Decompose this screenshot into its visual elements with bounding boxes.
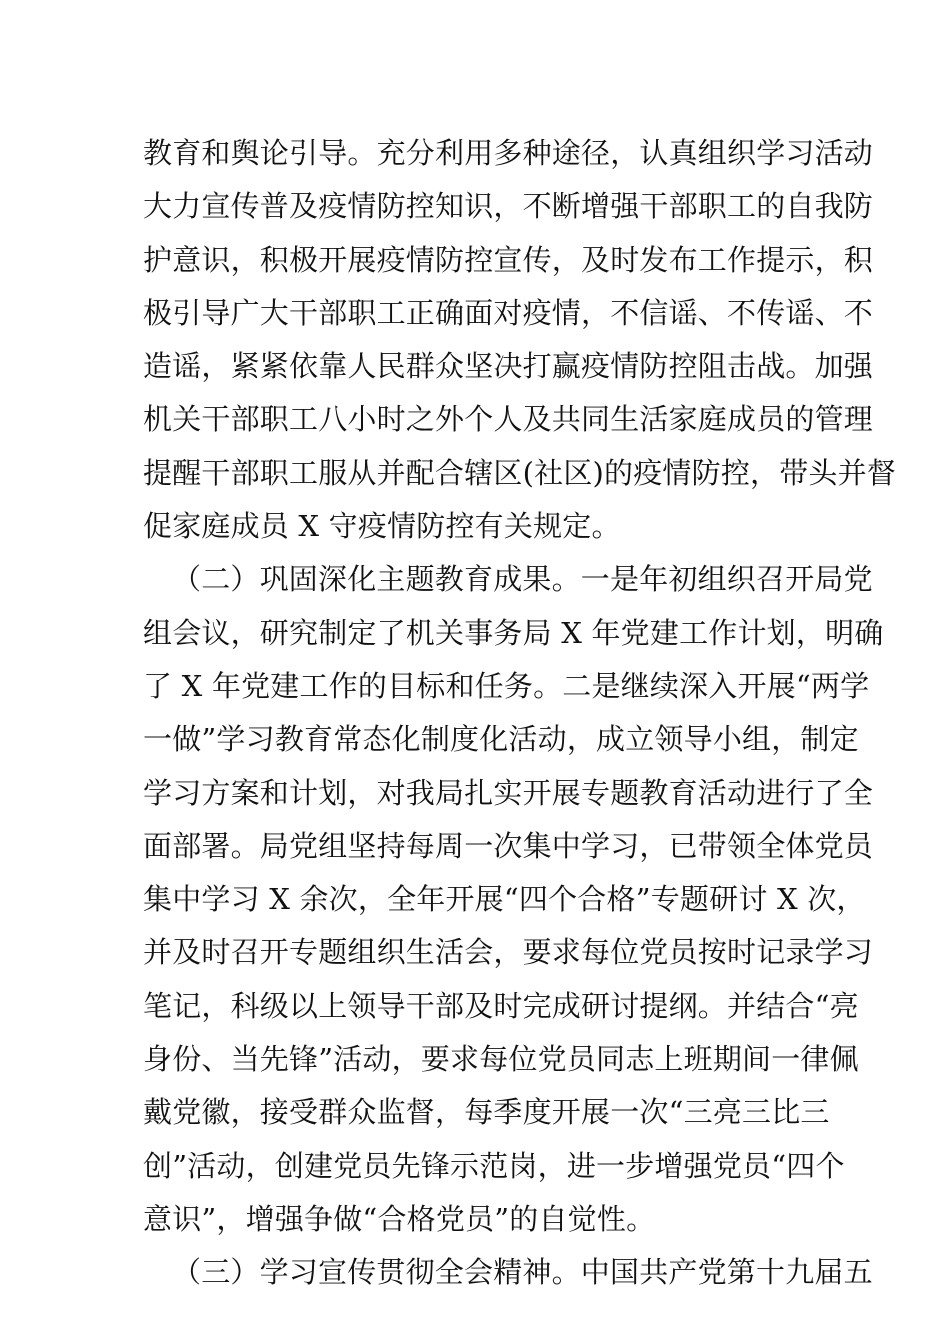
- text-line: 身份、当先锋”活动，要求每位党员同志上班期间一律佩: [143, 1042, 859, 1077]
- text-line: 戴党徽，接受群众监督，每季度开展一次“三亮三比三: [143, 1095, 830, 1130]
- text-line: 护意识，积极开展疫情防控宣传，及时发布工作提示，积: [143, 242, 874, 277]
- text-line: （三）学习宣传贯彻全会精神。中国共产党第十九届五: [172, 1255, 873, 1290]
- text-line: 一做”学习教育常态化制度化活动，成立领导小组，制定: [143, 722, 859, 757]
- text-line: 了 X 年党建工作的目标和任务。二是继续深入开展“两学: [143, 668, 870, 703]
- text-line: 极引导广大干部职工正确面对疫情，不信谣、不传谣、不: [143, 295, 874, 330]
- text-line: 集中学习 X 余次，全年开展“四个合格”专题研讨 X 次，: [143, 882, 866, 917]
- text-line: 提醒干部职工服从并配合辖区(社区)的疫情防控，带头并督: [143, 455, 897, 490]
- text-line: 意识”，增强争做“合格党员”的自觉性。: [143, 1201, 656, 1236]
- text-line: 面部署。局党组坚持每周一次集中学习，已带领全体党员: [143, 828, 874, 863]
- text-line: 组会议，研究制定了机关事务局 X 年党建工作计划，明确: [143, 615, 884, 650]
- text-line: 创”活动，创建党员先锋示范岗，进一步增强党员“四个: [143, 1148, 845, 1183]
- text-line: （二）巩固深化主题教育成果。一是年初组织召开局党: [172, 562, 873, 597]
- text-line: 笔记，科级以上领导干部及时完成研讨提纲。并结合“亮: [143, 988, 859, 1023]
- document-body: [143, 127, 897, 1300]
- text-line: 学习方案和计划，对我局扎实开展专题教育活动进行了全: [143, 775, 874, 810]
- text-line: 造谣，紧紧依靠人民群众坚决打赢疫情防控阻击战。加强: [143, 349, 874, 384]
- paragraph-plenary-spirit: [143, 1246, 873, 1299]
- text-line: 促家庭成员 X 守疫情防控有关规定。: [143, 509, 621, 544]
- text-line: 教育和舆论引导。充分利用多种途径，认真组织学习活动: [143, 136, 874, 170]
- text-line: 机关干部职工八小时之外个人及共同生活家庭成员的管理: [143, 402, 874, 437]
- paragraph-epidemic-guidance: [143, 127, 897, 553]
- text-line: 并及时召开专题组织生活会，要求每位党员按时记录学习: [143, 935, 874, 970]
- text-line: 大力宣传普及疫情防控知识，不断增强干部职工的自我防: [143, 189, 874, 224]
- paragraph-theme-education: [143, 553, 884, 1246]
